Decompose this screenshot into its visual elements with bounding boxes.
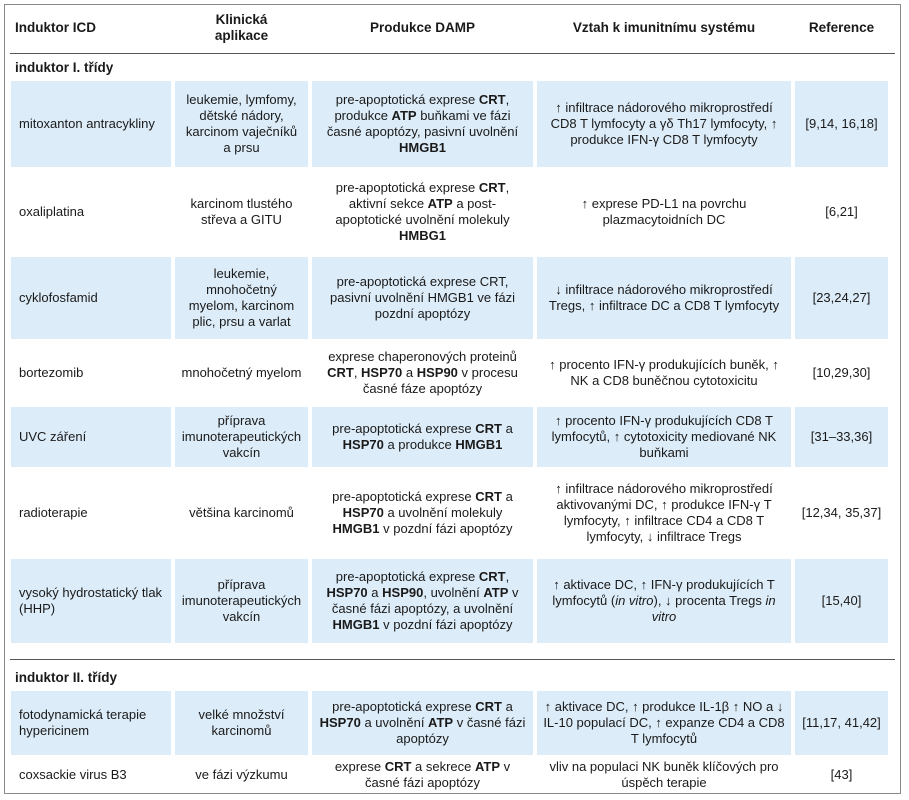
cell-damp: pre-apoptotická exprese CRT, pasivní uvolnění HMGB1 ve fázi pozdní apoptózy [312,257,533,339]
cell-inductor: fotodynamická terapie hypericinem [11,691,171,755]
header-damp: Produkce DAMP [369,20,476,35]
cell-damp: pre-apoptotická exprese CRT, produkce ATP buňkami ve fázi časné apoptózy, pasivní uvolnění HMGB1 [312,81,533,167]
cell-inductor: oxaliplatina [11,171,171,253]
cell-damp: pre-apoptotická exprese CRT a HSP70 a uvolnění ATP v časné fázi apoptózy [312,691,533,755]
cell-inductor: radioterapie [11,471,171,555]
cell-reference: [9,14, 16,18] [795,81,888,167]
cell-application: příprava imunoterapeutických vakcín [175,407,308,467]
cell-application: leukemie, mnohočetný myelom, karcinom plic, prsu a varlat [175,257,308,339]
table-row [5,471,900,555]
table-row [5,407,900,467]
section-divider [10,659,895,660]
header-application: Klinická aplikace [214,12,269,43]
cell-reference: [6,21] [795,171,888,253]
cell-immune: ↑ exprese PD-L1 na povrchu plazmacytoidních DC [537,171,791,253]
cell-application: většina karcinomů [175,471,308,555]
cell-application: ve fázi výzkumu [175,757,308,793]
cell-damp: exprese CRT a sekrece ATP v časné fázi apoptózy [312,757,533,793]
cell-reference: [15,40] [795,559,888,643]
cell-reference: [23,24,27] [795,257,888,339]
cell-reference: [11,17, 41,42] [795,691,888,755]
cell-damp: pre-apoptotická exprese CRT a HSP70 a uvolnění molekuly HMGB1 v pozdní fázi apoptózy [312,471,533,555]
cell-inductor: coxsackie virus B3 [11,757,171,793]
cell-damp: pre-apoptotická exprese CRT, aktivní sekce ATP a post-apoptotické uvolnění molekuly HMBG1 [312,171,533,253]
section-heading-class-2: induktor II. třídy [15,669,118,685]
cell-reference: [31–33,36] [795,407,888,467]
cell-reference: [43] [795,757,888,793]
table-row [5,171,900,253]
cell-application: příprava imunoterapeutických vakcín [175,559,308,643]
cell-inductor: vysoký hydrostatický tlak (HHP) [11,559,171,643]
cell-damp: exprese chaperonových proteinů CRT, HSP70 a HSP90 v procesu časné fáze apoptózy [312,343,533,403]
cell-damp: pre-apoptotická exprese CRT a HSP70 a produkce HMGB1 [312,407,533,467]
cell-immune: vliv na populaci NK buněk klíčových pro úspěch terapie [537,757,791,793]
cell-damp: pre-apoptotická exprese CRT, HSP70 a HSP90, uvolnění ATP v časné fázi apoptózy, a uvolnění HMGB1 v pozdní fázi apoptózy [312,559,533,643]
cell-inductor: UVC záření [11,407,171,467]
cell-immune: ↓ infiltrace nádorového mikroprostředí Tregs, ↑ infiltrace DC a CD8 T lymfocyty [537,257,791,339]
cell-immune: ↑ procento IFN-γ produkujících buněk, ↑ NK a CD8 buněčnou cytotoxicitu [537,343,791,403]
table-row [5,691,900,755]
table-header [5,5,900,51]
header-divider [10,53,895,54]
table-row [5,81,900,167]
cell-immune: ↑ aktivace DC, ↑ produkce IL-1β ↑ NO a ↓ IL-10 populací DC, ↑ expanze CD4 a CD8 T lymfocytů [537,691,791,755]
cell-application: mnohočetný myelom [175,343,308,403]
cell-immune: ↑ procento IFN-γ produkujících CD8 T lymfocytů, ↑ cytotoxicity mediované NK buňkami [537,407,791,467]
cell-inductor: cyklofosfamid [11,257,171,339]
table-row [5,757,900,793]
header-inductor: Induktor ICD [15,20,96,35]
cell-inductor: mitoxanton antracykliny [11,81,171,167]
cell-immune: ↑ aktivace DC, ↑ IFN-γ produkujících T lymfocytů (in vitro), ↓ procenta Tregs in vitro [537,559,791,643]
section-heading-class-1: induktor I. třídy [15,59,114,75]
header-immune: Vztah k imunitnímu systému [572,20,756,35]
cell-immune: ↑ infiltrace nádorového mikroprostředí aktivovanými DC, ↑ produkce IFN-γ T lymfocyty, ↑ infiltrace CD4 a CD8 T lymfocyty, ↓ infiltrace Tregs [537,471,791,555]
icd-inductor-table [4,4,901,794]
table-row [5,559,900,643]
cell-inductor: bortezomib [11,343,171,403]
table-row [5,343,900,403]
table-row [5,257,900,339]
cell-reference: [12,34, 35,37] [795,471,888,555]
header-reference: Reference [808,20,875,35]
cell-application: leukemie, lymfomy, dětské nádory, karcinom vaječníků a prsu [175,81,308,167]
cell-application: karcinom tlustého střeva a GITU [175,171,308,253]
cell-application: velké množství karcinomů [175,691,308,755]
cell-immune: ↑ infiltrace nádorového mikroprostředí CD8 T lymfocyty a γδ Th17 lymfocyty, ↑ produkce IFN-γ CD8 T lymfocyty [537,81,791,167]
cell-reference: [10,29,30] [795,343,888,403]
